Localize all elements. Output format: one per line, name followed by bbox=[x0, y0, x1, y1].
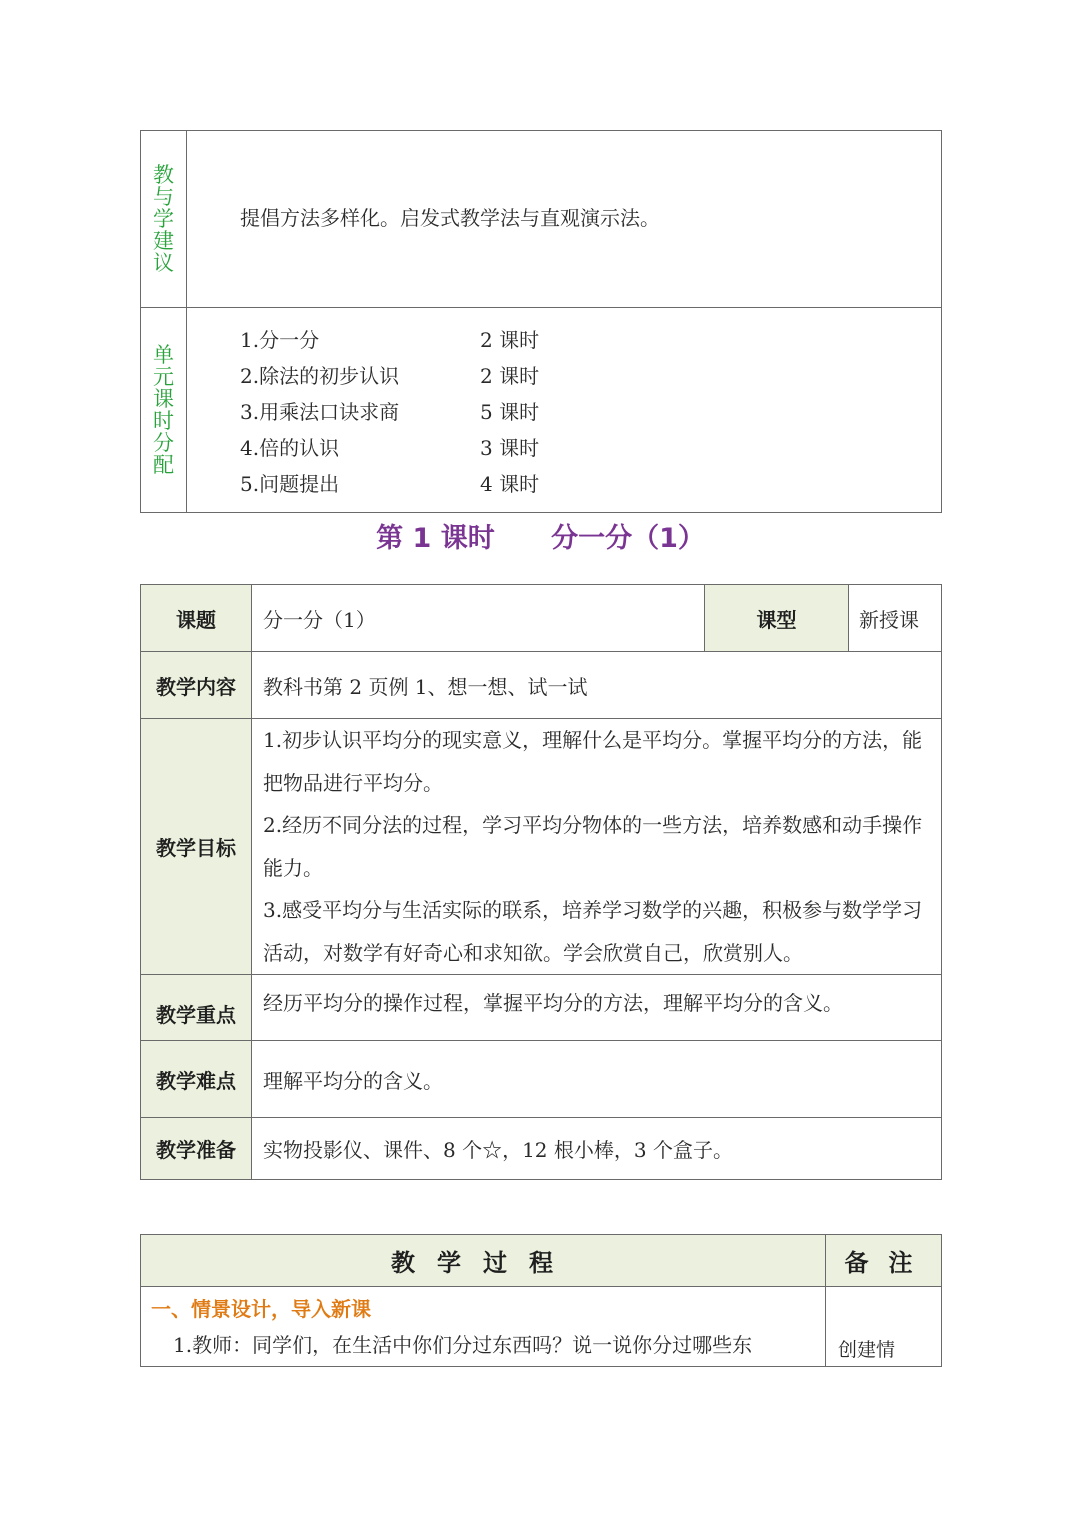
content-value: 教科书第 2 页例 1、想一想、试一试 bbox=[252, 652, 942, 719]
key-point-label: 教学重点 bbox=[141, 975, 252, 1041]
list-item bbox=[240, 358, 941, 394]
teaching-process-table bbox=[140, 1234, 942, 1367]
unit-table bbox=[140, 130, 942, 513]
difficulty-label: 教学难点 bbox=[141, 1041, 252, 1118]
list-item bbox=[240, 394, 941, 430]
objectives-row bbox=[141, 719, 942, 975]
allocation-hours: 2 课时 bbox=[480, 328, 540, 352]
objective-item: 1.初步认识平均分的现实意义，理解什么是平均分。掌握平均分的方法，能把物品进行平均分。 bbox=[263, 728, 923, 795]
type-label: 课型 bbox=[705, 585, 849, 652]
key-point-row bbox=[141, 975, 942, 1041]
topic-row bbox=[141, 585, 942, 652]
lesson-info-table bbox=[140, 584, 942, 1180]
objective-item: 2.经历不同分法的过程，学习平均分物体的一些方法，培养数感和动手操作能力。 bbox=[263, 813, 923, 880]
allocation-hours: 2 课时 bbox=[480, 364, 540, 388]
allocation-name: 1.分一分 bbox=[240, 328, 320, 352]
allocation-name: 5.问题提出 bbox=[240, 472, 340, 496]
suggestion-text: 提倡方法多样化。启发式教学法与直观演示法。 bbox=[187, 131, 942, 308]
topic-value: 分一分（1） bbox=[252, 585, 705, 652]
allocation-hours: 5 课时 bbox=[480, 400, 540, 424]
preparation-label: 教学准备 bbox=[141, 1118, 252, 1180]
allocation-row bbox=[141, 308, 942, 513]
process-header-row bbox=[141, 1235, 942, 1287]
content-label: 教学内容 bbox=[141, 652, 252, 719]
content-row bbox=[141, 652, 942, 719]
difficulty-row bbox=[141, 1041, 942, 1118]
section-title: 一、情景设计，导入新课 bbox=[151, 1297, 371, 1321]
allocation-name: 2.除法的初步认识 bbox=[240, 364, 400, 388]
objectives-label: 教学目标 bbox=[141, 719, 252, 975]
process-header: 教学过程 bbox=[141, 1235, 826, 1287]
suggestion-row bbox=[141, 131, 942, 308]
objective-item: 3.感受平均分与生活实际的联系，培养学习数学的兴趣，积极参与数学学习活动，对数学有好奇心和求知欲。学会欣赏自己，欣赏别人。 bbox=[263, 898, 923, 965]
process-step: 1.教师：同学们，在生活中你们分过东西吗？说一说你分过哪些东 bbox=[173, 1333, 753, 1357]
preparation-row bbox=[141, 1118, 942, 1180]
allocation-label: 单元课时分配 bbox=[141, 308, 187, 513]
topic-label: 课题 bbox=[141, 585, 252, 652]
process-body-row bbox=[141, 1287, 942, 1367]
type-value: 新授课 bbox=[849, 585, 942, 652]
process-note: 创建情 bbox=[826, 1287, 942, 1367]
list-item bbox=[240, 466, 941, 502]
allocation-hours: 3 课时 bbox=[480, 436, 540, 460]
allocation-name: 4.倍的认识 bbox=[240, 436, 340, 460]
allocation-name: 3.用乘法口诀求商 bbox=[240, 400, 400, 424]
lesson-title: 第 1 课时 分一分（1） bbox=[376, 523, 705, 554]
allocation-hours: 4 课时 bbox=[480, 472, 540, 496]
allocation-list bbox=[187, 308, 941, 512]
key-point-value: 经历平均分的操作过程，掌握平均分的方法，理解平均分的含义。 bbox=[252, 975, 942, 1041]
notes-header: 备注 bbox=[826, 1235, 942, 1287]
process-content bbox=[141, 1287, 826, 1367]
suggestion-label: 教与学建议 bbox=[141, 131, 187, 308]
objectives-cell bbox=[252, 719, 942, 975]
list-item bbox=[240, 322, 941, 358]
list-item bbox=[240, 430, 941, 466]
preparation-value: 实物投影仪、课件、8 个☆，12 根小棒，3 个盒子。 bbox=[252, 1118, 942, 1180]
allocation-cell bbox=[187, 308, 942, 513]
difficulty-value: 理解平均分的含义。 bbox=[252, 1041, 942, 1118]
